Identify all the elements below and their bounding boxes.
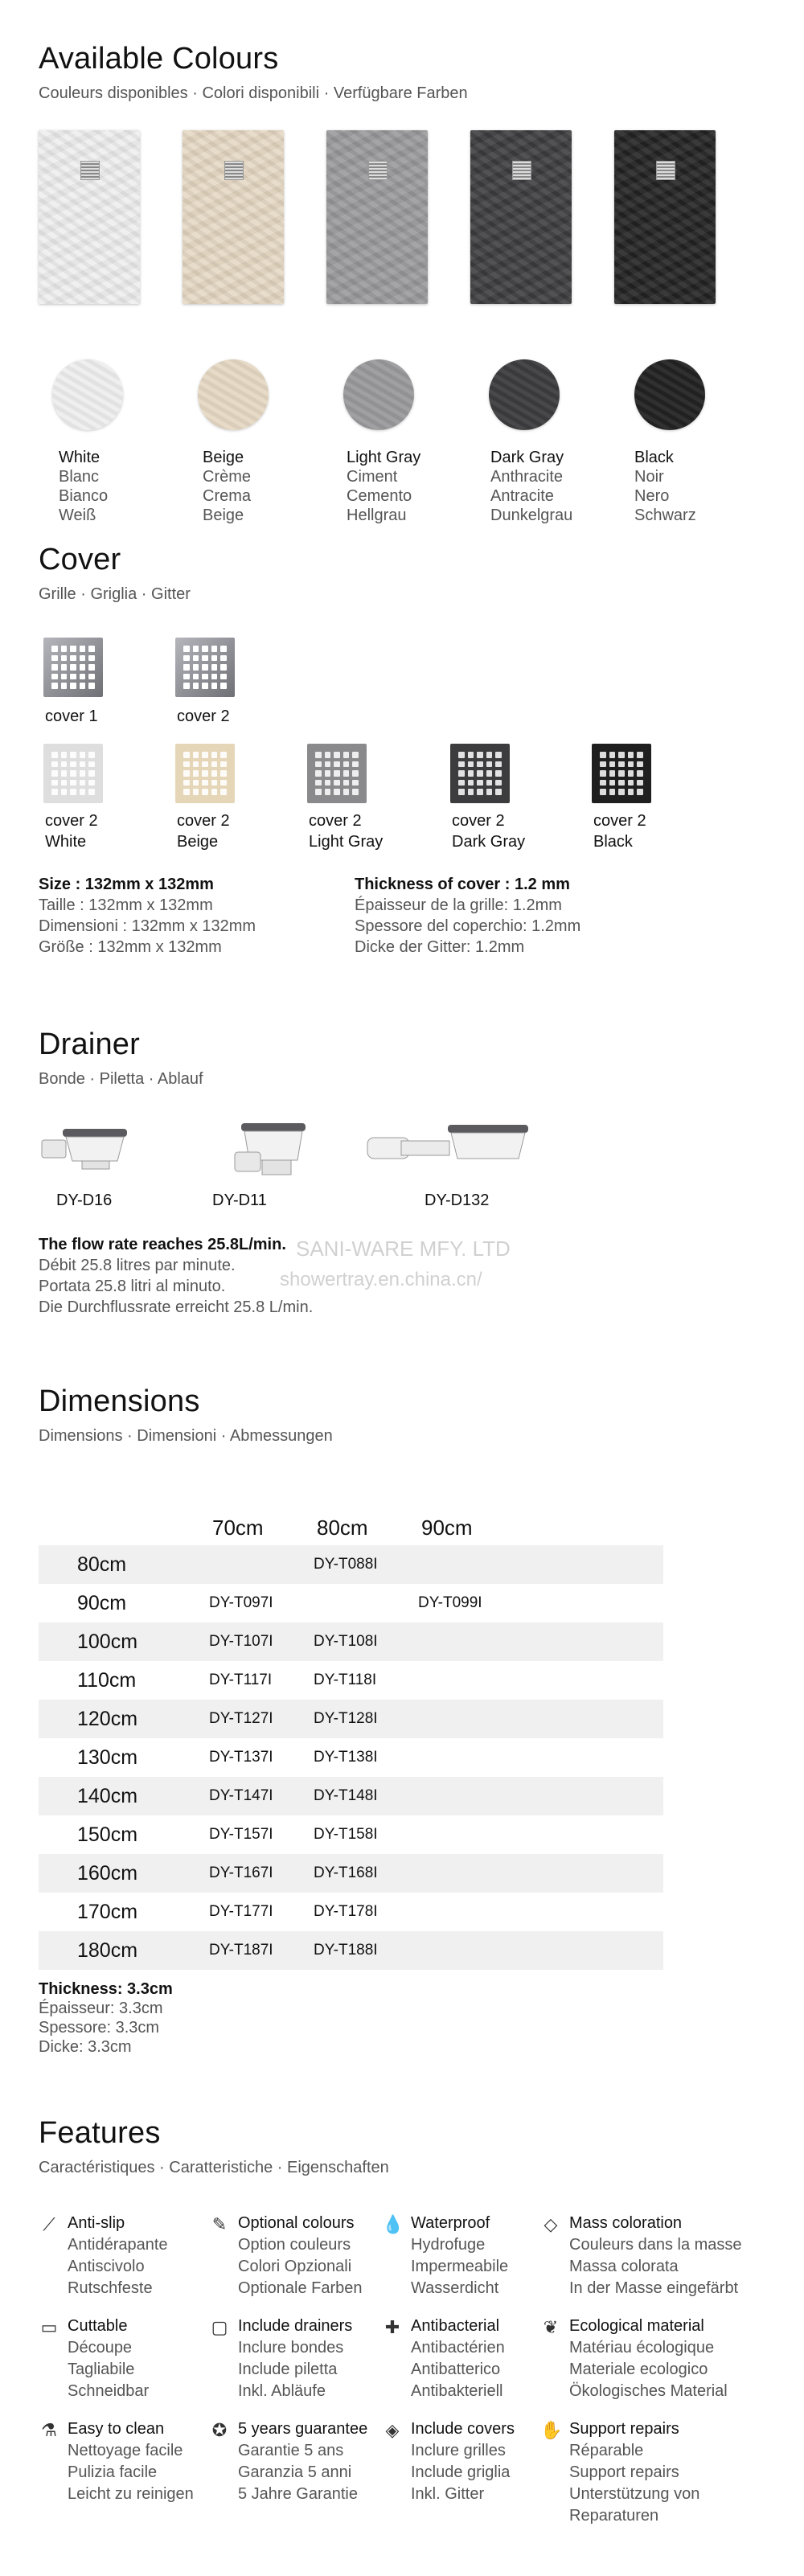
grille-holes (51, 646, 95, 689)
colour-it: Nero (634, 487, 670, 505)
cell-80cm: DY-T168I (314, 1864, 378, 1881)
leaf-icon: ❦ (543, 2317, 559, 2337)
cell-70cm: DY-T137I (209, 1749, 273, 1766)
table-row (39, 1545, 663, 1584)
colour-name-beige (203, 448, 347, 525)
swatch-beige (198, 359, 269, 430)
features-subtitle: Caractéristiques · Caratteristiche · Eigenschaften (39, 2159, 389, 2176)
slip-icon: ⟋ (43, 2214, 55, 2234)
feature-translation: Colori Opzionali (238, 2258, 352, 2275)
droplets-icon: 💧 (382, 2214, 404, 2234)
tray-white (39, 130, 140, 304)
colour-fr: Crème (203, 468, 252, 486)
cover-section (39, 543, 765, 977)
table-row (39, 1815, 663, 1854)
table-row (39, 1738, 663, 1777)
thickness-heading: Thickness of cover : 1.2 mm (355, 876, 570, 893)
row-length: 140cm (77, 1784, 138, 1807)
size-heading: Size : 132mm x 132mm (39, 876, 214, 893)
drain-grille-icon (512, 161, 531, 180)
cell-70cm: DY-T167I (209, 1864, 273, 1881)
tray-thickness-de: Dicke: 3.3cm (39, 2038, 132, 2056)
colour-fr: Ciment (347, 468, 398, 486)
colour-en: Beige (203, 449, 244, 466)
thickness-fr: Épaisseur de la grille: 1.2mm (355, 896, 562, 914)
spray-icon: ⚗ (41, 2420, 57, 2440)
feature-translation: Garanzia 5 anni (238, 2463, 352, 2481)
feature-title: 5 years guarantee (238, 2420, 368, 2438)
cover-2-beige-grille (175, 744, 235, 803)
cell-80cm: DY-T148I (314, 1787, 378, 1804)
feature-translation: Massa colorata (569, 2258, 679, 2275)
feature-translation: Antibactérien (411, 2339, 505, 2357)
feature-translation: Pulizia facile (68, 2463, 158, 2481)
feature-title: Mass coloration (569, 2214, 683, 2232)
cover-variant-name: cover 2 (593, 812, 646, 830)
cell-80cm: DY-T128I (314, 1710, 378, 1727)
cover-size-spec (39, 874, 256, 958)
tray-thickness-it: Spessore: 3.3cm (39, 2019, 160, 2037)
colour-fr: Blanc (59, 468, 100, 486)
cover-2-label: cover 2 (177, 708, 230, 725)
cover-2-white-grille (43, 744, 103, 803)
feature-translation: In der Masse eingefärbt (569, 2279, 739, 2297)
cover-variant-colour: Black (593, 833, 633, 851)
cover-variant-name: cover 2 (452, 812, 505, 830)
feature-translation: Tagliabile (68, 2361, 135, 2378)
features-section (39, 2116, 765, 2566)
colour-name-black (634, 448, 778, 525)
colour-en: Black (634, 449, 674, 466)
feature-translation: Découpe (68, 2339, 133, 2357)
feature-title: Support repairs (569, 2420, 679, 2438)
feature-translation: Garantie 5 ans (238, 2442, 344, 2459)
colour-name-dark-gray (490, 448, 634, 525)
feature-translation: Couleurs dans la masse (569, 2236, 742, 2254)
feature-text (68, 2213, 168, 2299)
drainer-d132-image (364, 1120, 533, 1180)
dimensions-table (39, 1510, 663, 1970)
feature-translation: 5 Jahre Garantie (238, 2485, 358, 2503)
row-length: 90cm (77, 1591, 127, 1614)
drainer-d11-label: DY-D11 (212, 1192, 267, 1209)
cell-80cm: DY-T158I (314, 1826, 378, 1843)
drainer-d132-label: DY-D132 (425, 1192, 490, 1209)
feature-translation: Matériau écologique (569, 2339, 715, 2357)
table-row (39, 1622, 663, 1661)
cell-90cm: DY-T099I (418, 1594, 482, 1611)
tray-dark-gray (470, 130, 572, 304)
header-90cm: 90cm (421, 1515, 473, 1540)
swatch-light-gray (343, 359, 414, 430)
drainer-subtitle: Bonde · Piletta · Ablauf (39, 1070, 203, 1088)
drain-grille-icon (656, 161, 675, 180)
colours-section (39, 42, 765, 524)
colour-fr: Noir (634, 468, 664, 486)
row-length: 120cm (77, 1707, 138, 1730)
colour-names (59, 448, 778, 525)
feature-translation: Inclure bondes (238, 2339, 344, 2357)
brush-icon: ✎ (211, 2214, 228, 2234)
feature-translation: Inkl. Gitter (411, 2485, 485, 2503)
grille-holes (183, 646, 227, 689)
dimensions-subtitle: Dimensions · Dimensioni · Abmessungen (39, 1427, 333, 1445)
cross-icon: ✚ (384, 2317, 400, 2337)
feature-title: Include covers (411, 2420, 515, 2438)
cover-variant-colour: Dark Gray (452, 833, 526, 851)
cell-80cm: DY-T178I (314, 1903, 378, 1920)
feature-translation: Ökologisches Material (569, 2382, 728, 2400)
stone-texture (326, 130, 428, 304)
colour-en: White (59, 449, 100, 466)
tray-images (39, 130, 716, 304)
colour-de: Beige (203, 507, 244, 524)
cell-80cm: DY-T108I (314, 1633, 378, 1650)
row-length: 100cm (77, 1630, 138, 1653)
table-row (39, 1661, 663, 1700)
swatch-black (634, 359, 705, 430)
feature-translation: Inkl. Abläufe (238, 2382, 326, 2400)
table-row (39, 1700, 663, 1738)
feature-translation: Inclure grilles (411, 2442, 506, 2459)
row-length: 130cm (77, 1745, 138, 1769)
feature-text (411, 2213, 508, 2299)
stone-texture (183, 130, 284, 304)
row-length: 80cm (77, 1553, 127, 1576)
colour-it: Antracite (490, 487, 554, 505)
feature-translation: Impermeabile (411, 2258, 509, 2275)
feature-translation: Schneidbar (68, 2382, 150, 2400)
colour-swatches (52, 359, 705, 430)
features-title: Features (39, 2116, 161, 2150)
header-70cm: 70cm (212, 1515, 264, 1540)
size-de: Größe : 132mm x 132mm (39, 938, 222, 956)
grille-holes (600, 752, 643, 795)
cover-1-grille (43, 638, 103, 697)
colour-de: Weiß (59, 507, 96, 524)
table-row (39, 1777, 663, 1815)
colour-de: Dunkelgrau (490, 507, 573, 524)
colour-it: Cemento (347, 487, 412, 505)
colour-it: Bianco (59, 487, 109, 505)
header-80cm: 80cm (317, 1515, 368, 1540)
feature-translation: Wasserdicht (411, 2279, 499, 2297)
layers-icon: ◇ (544, 2214, 558, 2234)
colour-de: Hellgrau (347, 507, 407, 524)
feature-title: Easy to clean (68, 2420, 165, 2438)
feature-text (68, 2418, 194, 2505)
table-row (39, 1854, 663, 1893)
feature-translation: Optionale Farben (238, 2279, 363, 2297)
colour-fr: Anthracite (490, 468, 564, 486)
cell-70cm: DY-T147I (209, 1787, 273, 1804)
cell-70cm: DY-T177I (209, 1903, 273, 1920)
feature-translation: Leicht zu reinigen (68, 2485, 194, 2503)
tray-icon: ▢ (211, 2317, 228, 2337)
drain-grille-icon (80, 161, 100, 180)
colour-en: Dark Gray (490, 449, 564, 466)
feature-translation: Support repairs (569, 2463, 679, 2481)
watermark-company: SANI-WARE MFY. LTD (296, 1237, 511, 1261)
tray-thickness-spec (39, 1979, 173, 2057)
cover-2-grille (175, 638, 235, 697)
feature-translation: Include piletta (238, 2361, 338, 2378)
medal-icon: ✪ (211, 2420, 228, 2440)
table-row (39, 1893, 663, 1931)
drainer-d11-image (230, 1120, 318, 1184)
cover-title: Cover (39, 543, 121, 576)
cell-70cm: DY-T107I (209, 1633, 273, 1650)
cover-variant-name: cover 2 (177, 812, 230, 830)
row-length: 180cm (77, 1938, 138, 1962)
flow-de: Die Durchflussrate erreicht 25.8 L/min. (39, 1298, 314, 1316)
row-length: 160cm (77, 1861, 138, 1885)
cover-variant-name: cover 2 (309, 812, 362, 830)
table-header (39, 1510, 663, 1545)
thickness-it: Spessore del coperchio: 1.2mm (355, 917, 581, 935)
flow-it: Portata 25.8 litri al minuto. (39, 1278, 226, 1295)
feature-translation: Option couleurs (238, 2236, 351, 2254)
grille-holes (183, 752, 227, 795)
cell-80cm: DY-T188I (314, 1942, 378, 1959)
feature-translation: Unterstützung von (569, 2485, 700, 2503)
flow-rate-text (39, 1234, 313, 1318)
feature-title: Waterproof (411, 2214, 490, 2232)
cut-icon: ▭ (40, 2317, 58, 2337)
feature-text (238, 2418, 367, 2505)
thickness-de: Dicke der Gitter: 1.2mm (355, 938, 525, 956)
feature-text (569, 2213, 742, 2299)
grille-holes (458, 752, 502, 795)
cover-2-black-label (593, 810, 646, 852)
feature-title: Cuttable (68, 2317, 128, 2335)
colour-de: Schwarz (634, 507, 696, 524)
row-length: 170cm (77, 1900, 138, 1923)
feature-translation: Materiale ecologico (569, 2361, 708, 2378)
dimensions-section (39, 1384, 765, 1497)
row-length: 110cm (77, 1668, 137, 1692)
flow-fr: Débit 25.8 litres par minute. (39, 1257, 236, 1274)
feature-text (569, 2316, 728, 2402)
feature-translation: Réparable (569, 2442, 644, 2459)
feature-title: Ecological material (569, 2317, 704, 2335)
cover-variant-colour: White (45, 833, 87, 851)
table-body (39, 1545, 663, 1970)
table-row (39, 1931, 663, 1970)
stone-texture (39, 130, 140, 304)
drain-grille-icon (224, 161, 244, 180)
table-row (39, 1584, 663, 1622)
swatch-dark-gray (489, 359, 560, 430)
cell-70cm: DY-T187I (209, 1942, 273, 1959)
cell-70cm: DY-T157I (209, 1826, 273, 1843)
feature-text (238, 2213, 363, 2299)
feature-translation: Antibakteriell (411, 2382, 503, 2400)
tray-black (614, 130, 716, 304)
row-length: 150cm (77, 1823, 138, 1846)
colour-en: Light Gray (347, 449, 421, 466)
tray-beige (183, 130, 284, 304)
colour-name-white (59, 448, 203, 525)
cover-2-light-gray-grille (307, 744, 367, 803)
cell-80cm: DY-T088I (314, 1556, 378, 1573)
colour-name-light-gray (347, 448, 490, 525)
swatch-white (52, 359, 123, 430)
cover-2-dark-gray-grille (450, 744, 510, 803)
cover-1-label: cover 1 (45, 708, 98, 725)
tray-light-gray (326, 130, 428, 304)
drainer-section (39, 1028, 765, 1349)
feature-translation: Hydrofuge (411, 2236, 486, 2254)
grille-holes (315, 752, 359, 795)
feature-text (68, 2316, 149, 2402)
cover-variant-name: cover 2 (45, 812, 98, 830)
cover-2-light-gray-label (309, 810, 383, 852)
feature-translation: Reparaturen (569, 2507, 659, 2525)
cell-80cm: DY-T138I (314, 1749, 378, 1766)
cover-variant-colour: Light Gray (309, 833, 384, 851)
feature-text (569, 2418, 699, 2527)
cover-variant-colour: Beige (177, 833, 219, 851)
size-it: Dimensioni : 132mm x 132mm (39, 917, 256, 935)
tray-thickness-fr: Épaisseur: 3.3cm (39, 2000, 163, 2017)
cell-80cm: DY-T118I (314, 1672, 377, 1688)
feature-translation: Rutschfeste (68, 2279, 153, 2297)
cell-70cm: DY-T097I (209, 1594, 273, 1611)
grille-icon: ◈ (385, 2420, 400, 2440)
hand-icon: ✋ (540, 2420, 563, 2440)
feature-title: Optional colours (238, 2214, 355, 2232)
colours-subtitle: Couleurs disponibles · Colori disponibili · Verfügbare Farben (39, 84, 468, 102)
watermark-url: showertray.en.china.cn/ (280, 1269, 482, 1290)
feature-translation: Include griglia (411, 2463, 511, 2481)
drainer-d16-image (39, 1122, 135, 1179)
stone-texture (470, 130, 572, 304)
feature-text (411, 2418, 515, 2505)
cover-subtitle: Grille · Griglia · Gitter (39, 585, 191, 603)
cover-2-dark-gray-label (452, 810, 525, 852)
feature-translation: Antibatterico (411, 2361, 501, 2378)
feature-text (411, 2316, 505, 2402)
cover-thickness-spec (355, 874, 580, 958)
cover-2-beige-label (177, 810, 230, 852)
flow-heading: The flow rate reaches 25.8L/min. (39, 1236, 286, 1253)
size-fr: Taille : 132mm x 132mm (39, 896, 213, 914)
dimensions-title: Dimensions (39, 1384, 200, 1418)
feature-title: Antibacterial (411, 2317, 500, 2335)
colour-it: Crema (203, 487, 252, 505)
colours-title: Available Colours (39, 42, 279, 76)
cover-2-white-label (45, 810, 98, 852)
drainer-d16-label: DY-D16 (56, 1192, 113, 1209)
feature-translation: Antidérapante (68, 2236, 168, 2254)
feature-translation: Nettoyage facile (68, 2442, 183, 2459)
feature-title: Include drainers (238, 2317, 353, 2335)
grille-holes (51, 752, 95, 795)
feature-title: Anti-slip (68, 2214, 125, 2232)
feature-translation: Antiscivolo (68, 2258, 145, 2275)
cell-70cm: DY-T117I (209, 1672, 273, 1688)
cell-70cm: DY-T127I (209, 1710, 273, 1727)
feature-text (238, 2316, 352, 2402)
drainer-title: Drainer (39, 1028, 140, 1061)
drain-grille-icon (368, 161, 388, 180)
stone-texture (614, 130, 716, 304)
cover-2-black-grille (592, 744, 651, 803)
tray-thickness-heading: Thickness: 3.3cm (39, 1980, 173, 1998)
